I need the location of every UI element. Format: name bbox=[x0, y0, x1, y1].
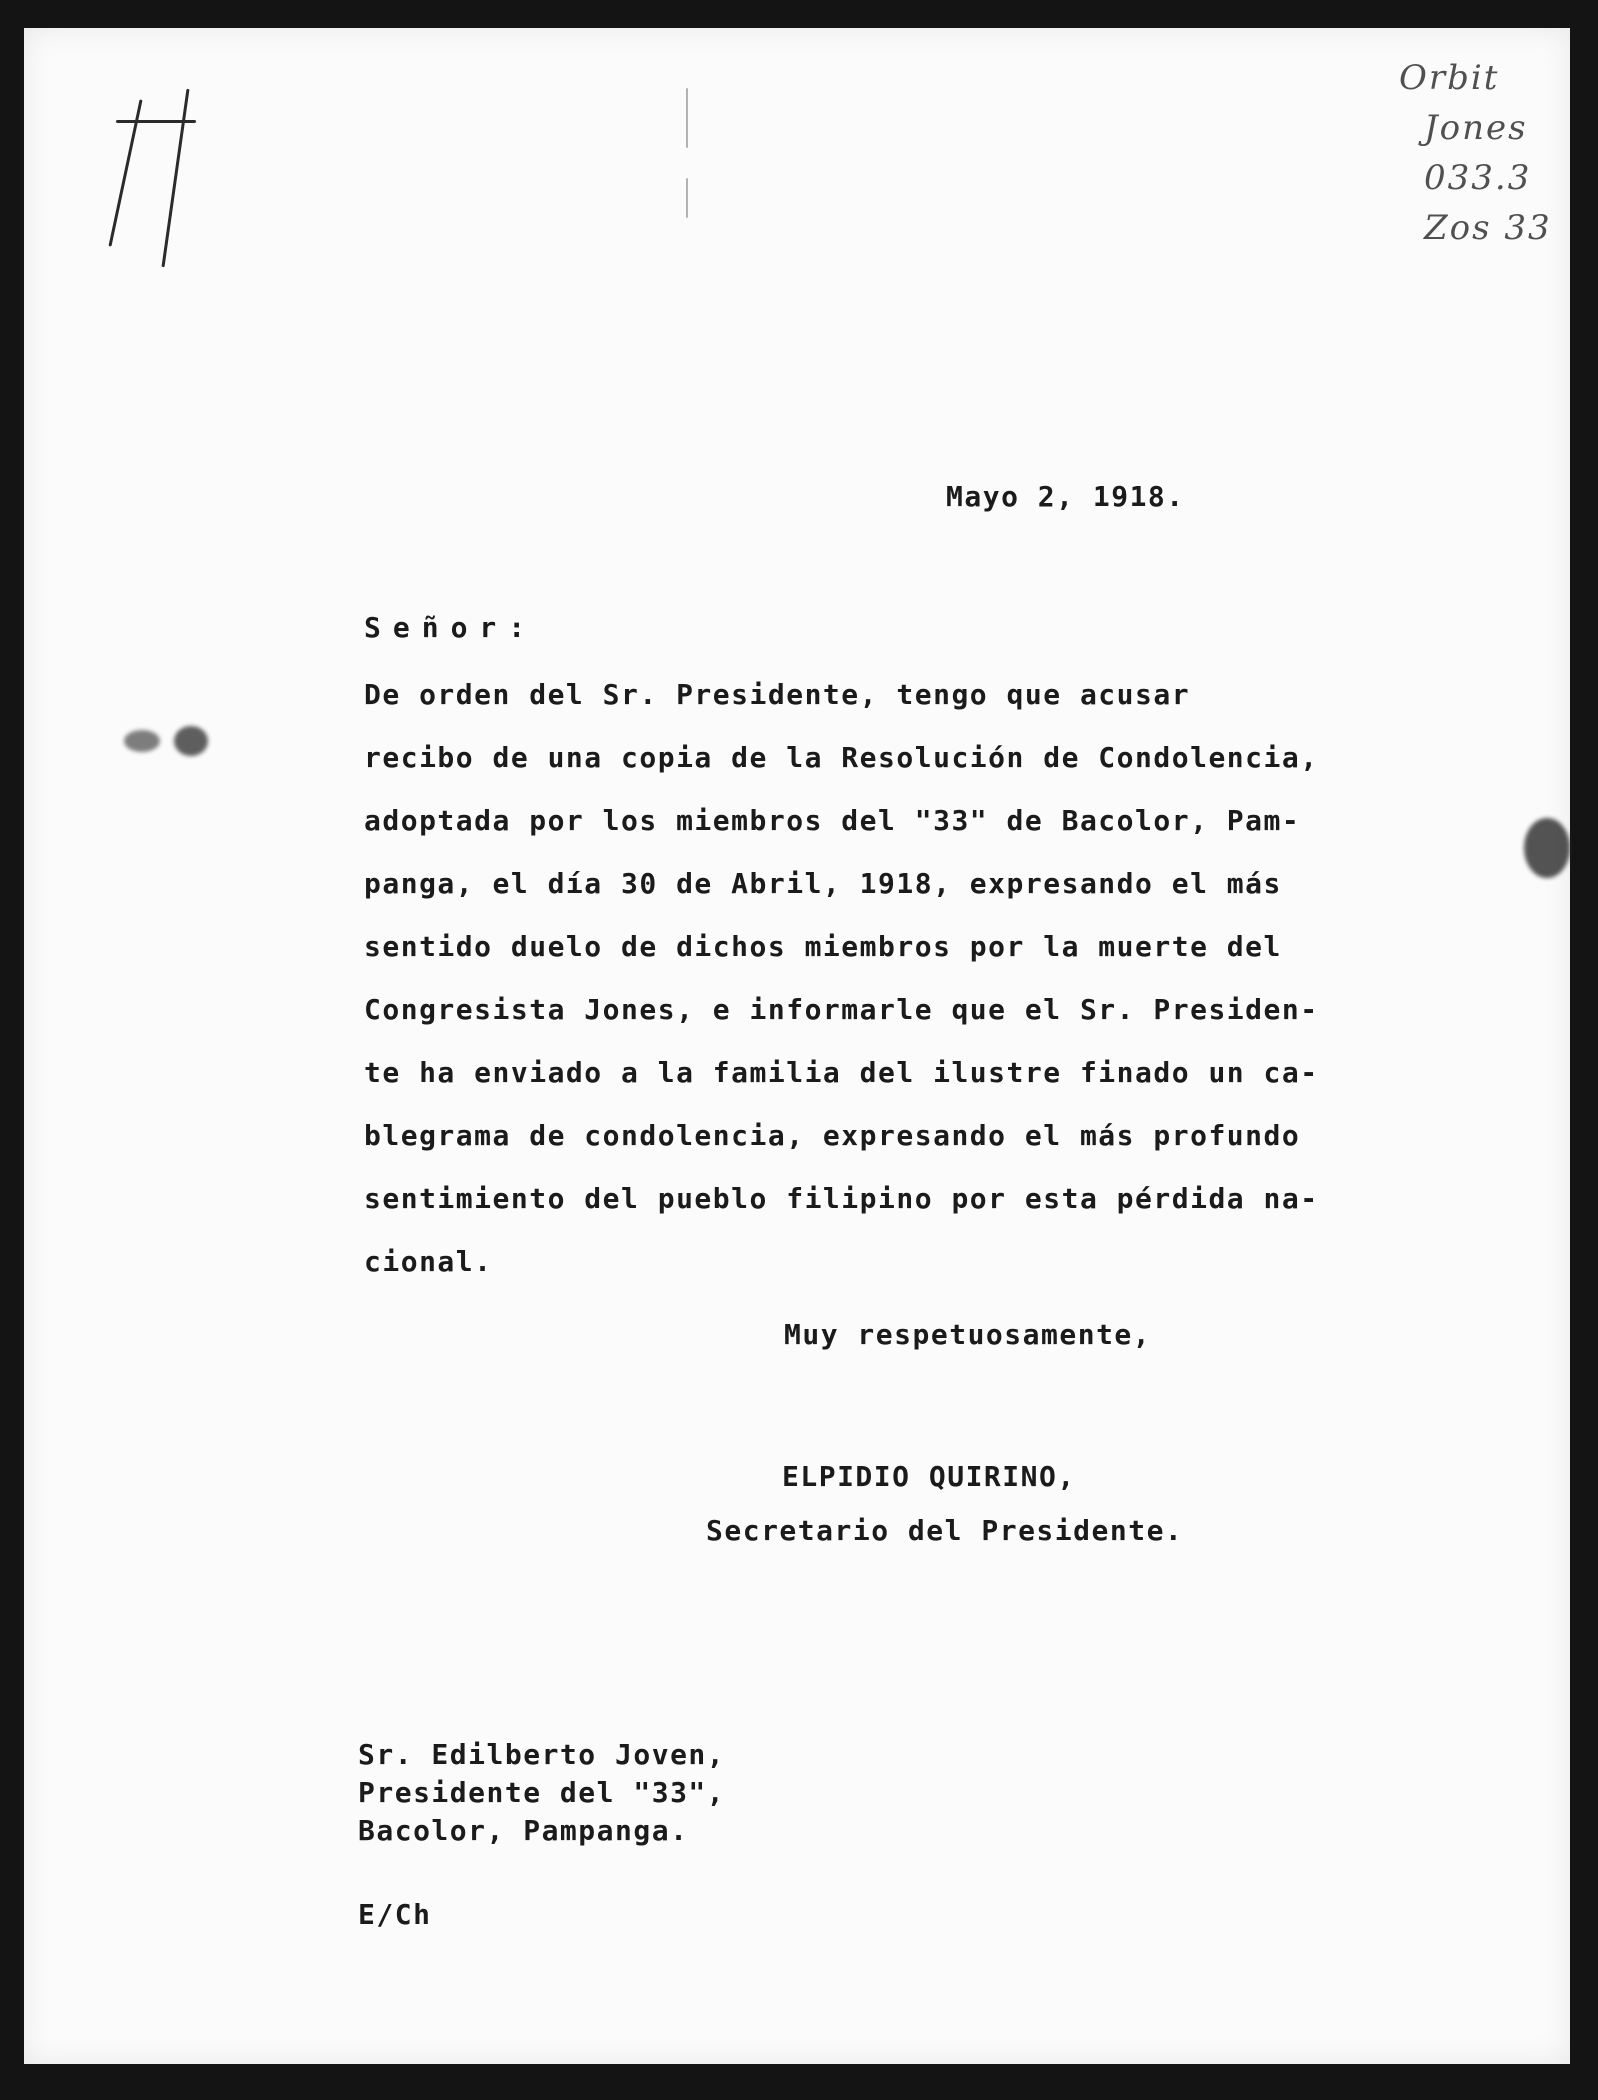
letter-page bbox=[24, 28, 1570, 2064]
typist-initials: E/Ch bbox=[358, 1898, 432, 1931]
ink-smudge bbox=[174, 726, 208, 756]
body-line: adoptada por los miembros del "33" de Bacolor, Pam- bbox=[364, 804, 1301, 837]
pen-stroke-mark bbox=[161, 89, 189, 268]
body-line: cional. bbox=[364, 1245, 493, 1278]
body-line: Congresista Jones, e informarle que el Sr. Presiden- bbox=[364, 993, 1319, 1026]
body-line: panga, el día 30 de Abril, 1918, expresando el más bbox=[364, 867, 1282, 900]
body-line: blegrama de condolencia, expresando el más profundo bbox=[364, 1119, 1301, 1152]
salutation: Señor: bbox=[364, 611, 538, 644]
closing: Muy respetuosamente, bbox=[784, 1318, 1152, 1351]
ink-smudge bbox=[1524, 818, 1570, 878]
body-line: sentido duelo de dichos miembros por la muerte del bbox=[364, 930, 1282, 963]
pen-stroke-mark bbox=[116, 120, 196, 123]
body-line: sentimiento del pueblo filipino por esta pérdida na- bbox=[364, 1182, 1319, 1215]
annotation-line: 033.3 bbox=[1424, 158, 1532, 198]
annotation-line: Zos 33 bbox=[1424, 208, 1552, 248]
body-line: recibo de una copia de la Resolución de Condolencia, bbox=[364, 741, 1319, 774]
address-line: Sr. Edilberto Joven, bbox=[358, 1738, 726, 1771]
address-line: Presidente del "33", bbox=[358, 1776, 726, 1809]
signer-name: ELPIDIO QUIRINO, bbox=[782, 1460, 1076, 1493]
annotation-line: Jones bbox=[1424, 108, 1528, 148]
signer-title: Secretario del Presidente. bbox=[706, 1514, 1184, 1547]
letter-date: Mayo 2, 1918. bbox=[946, 480, 1185, 513]
faint-mark bbox=[686, 88, 688, 148]
annotation-line: Orbit bbox=[1399, 58, 1500, 98]
ink-smudge bbox=[124, 730, 160, 752]
faint-mark bbox=[686, 178, 688, 218]
body-line: te ha enviado a la familia del ilustre finado un ca- bbox=[364, 1056, 1319, 1089]
body-line: De orden del Sr. Presidente, tengo que acusar bbox=[364, 678, 1191, 711]
address-line: Bacolor, Pampanga. bbox=[358, 1814, 689, 1847]
